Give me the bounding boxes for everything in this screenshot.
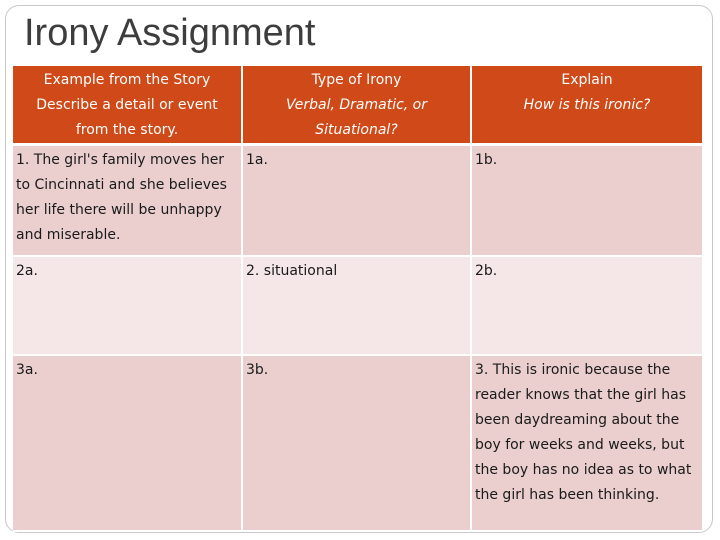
header-subtitle: Describe a detail or event bbox=[36, 97, 218, 113]
header-title: Type of Irony bbox=[311, 72, 402, 88]
cell-explain-1b: 1b. bbox=[471, 145, 702, 256]
header-subtitle: Verbal, Dramatic, or bbox=[285, 97, 427, 113]
cell-type-1a: 1a. bbox=[242, 145, 471, 256]
slide-title: Irony Assignment bbox=[24, 12, 316, 54]
cell-explain-3: 3. This is ironic because the reader knows that the girl has been daydreaming about the boy for weeks and weeks, but the boy has no idea as to what the girl has been thinking. bbox=[471, 355, 702, 531]
cell-example-3a: 3a. bbox=[13, 355, 242, 531]
cell-explain-2b: 2b. bbox=[471, 256, 702, 355]
table-row bbox=[13, 256, 702, 355]
cell-example-2a: 2a. bbox=[13, 256, 242, 355]
header-title: Example from the Story bbox=[43, 72, 211, 88]
table-row bbox=[13, 145, 702, 256]
header-title: Explain bbox=[561, 72, 613, 88]
header-subtitle: Situational? bbox=[315, 122, 398, 138]
header-subtitle: How is this ironic? bbox=[523, 97, 651, 113]
table-row bbox=[13, 355, 702, 531]
cell-type-3b: 3b. bbox=[242, 355, 471, 531]
cell-type-2: 2. situational bbox=[242, 256, 471, 355]
header-subtitle: from the story. bbox=[75, 122, 179, 138]
header-example-from-story bbox=[13, 66, 242, 145]
irony-table bbox=[13, 66, 702, 532]
cell-example-1: 1. The girl's family moves her to Cincinnati and she believes her life there will be unhappy and miserable. bbox=[13, 145, 242, 256]
header-row bbox=[13, 66, 702, 145]
header-type-of-irony bbox=[242, 66, 471, 145]
header-explain bbox=[471, 66, 702, 145]
